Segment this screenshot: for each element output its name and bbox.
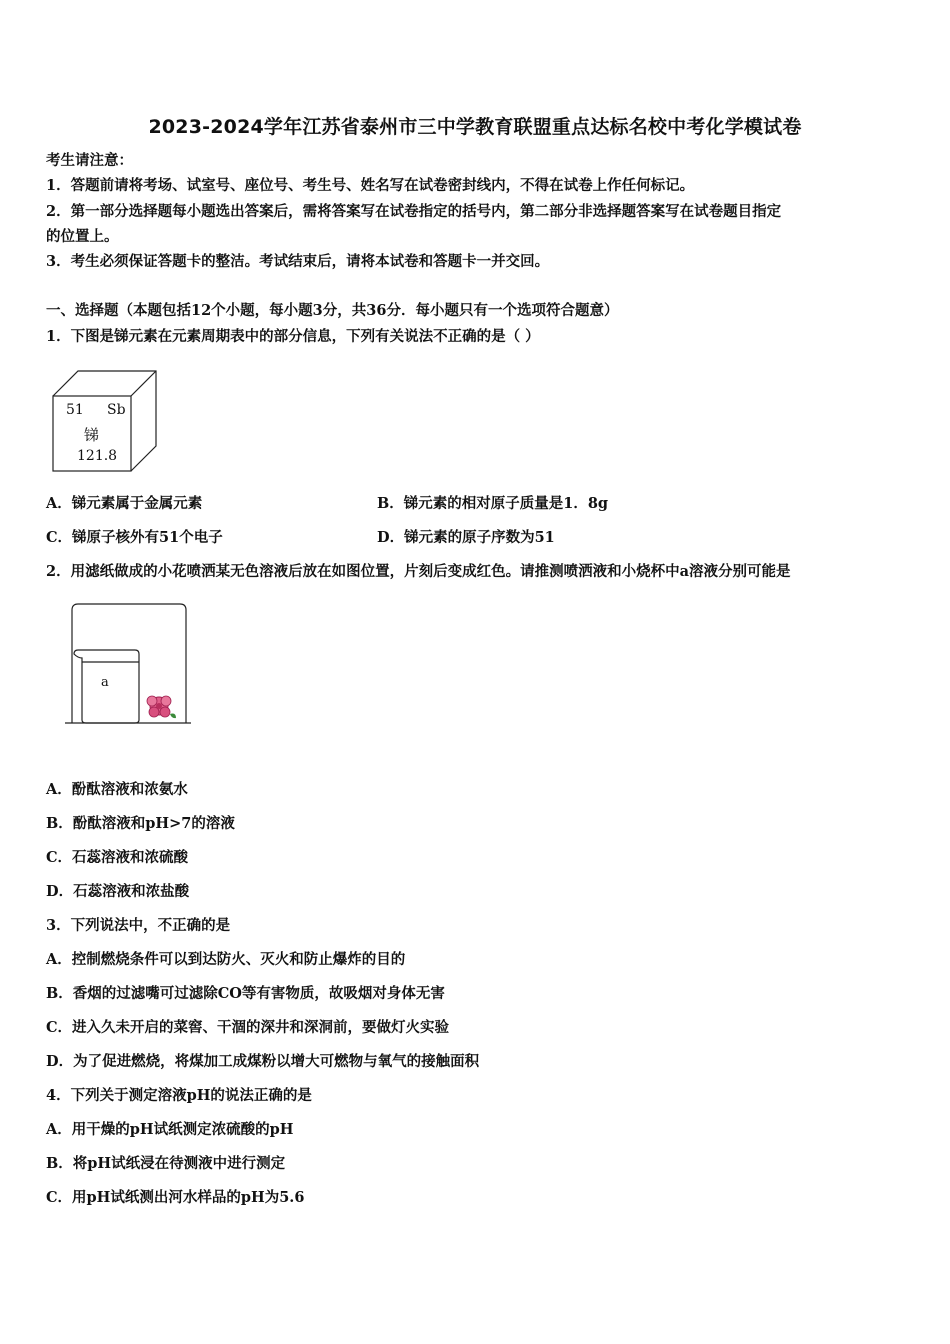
element-card-figure xyxy=(50,368,160,474)
notice-item-1: 1．答题前请将考场、试室号、座位号、考生号、姓名写在试卷密封线内，不得在试卷上作任何标记。 xyxy=(46,177,695,194)
q4-option-c[interactable]: C．用pH试纸测出河水样品的pH为5.6 xyxy=(46,1189,305,1206)
q1-option-b[interactable]: B．锑元素的相对原子质量是1．8g xyxy=(377,495,609,512)
q1-stem: 1．下图是锑元素在元素周期表中的部分信息，下列有关说法不正确的是（ ） xyxy=(46,328,540,345)
element-name: 锑 xyxy=(84,426,100,444)
q3-option-a[interactable]: A．控制燃烧条件可以到达防火、灭火和防止爆炸的目的 xyxy=(46,951,406,968)
notice-item-2-cont: 的位置上。 xyxy=(46,228,119,245)
q1-option-a[interactable]: A．锑元素属于金属元素 xyxy=(46,495,203,512)
q2-option-c[interactable]: C．石蕊溶液和浓硫酸 xyxy=(46,849,189,866)
q3-option-d[interactable]: D．为了促进燃烧，将煤加工成煤粉以增大可燃物与氧气的接触面积 xyxy=(46,1053,480,1070)
section-heading: 一、选择题（本题包括12个小题，每小题3分，共36分．每小题只有一个选项符合题意） xyxy=(46,302,619,319)
element-atomic-number: 51 xyxy=(66,402,84,418)
q3-option-b[interactable]: B．香烟的过滤嘴可过滤除CO等有害物质，故吸烟对身体无害 xyxy=(46,985,445,1002)
q3-stem: 3．下列说法中，不正确的是 xyxy=(46,917,231,934)
notice-item-3: 3．考生必须保证答题卡的整洁。考试结束后，请将本试卷和答题卡一并交回。 xyxy=(46,253,550,270)
notice-heading: 考生请注意： xyxy=(46,152,133,169)
q1-option-d[interactable]: D．锑元素的原子序数为51 xyxy=(377,529,555,546)
element-symbol: Sb xyxy=(107,402,126,418)
beaker-experiment-figure xyxy=(62,602,194,726)
q2-option-b[interactable]: B．酚酞溶液和pH>7的溶液 xyxy=(46,815,235,832)
q4-stem: 4．下列关于测定溶液pH的说法正确的是 xyxy=(46,1087,312,1104)
notice-item-2: 2．第一部分选择题每小题选出答案后，需将答案写在试卷指定的括号内，第二部分非选择题答案写在试卷题目指定 xyxy=(46,203,782,220)
beaker-label: a xyxy=(101,675,109,690)
q2-option-d[interactable]: D．石蕊溶液和浓盐酸 xyxy=(46,883,190,900)
q4-option-a[interactable]: A．用干燥的pH试纸测定浓硫酸的pH xyxy=(46,1121,294,1138)
q2-option-a[interactable]: A．酚酞溶液和浓氨水 xyxy=(46,781,188,798)
page-title: 2023-2024学年江苏省泰州市三中学教育联盟重点达标名校中考化学模试卷 xyxy=(148,116,802,138)
q3-option-c[interactable]: C．进入久未开启的菜窖、干涸的深井和深洞前，要做灯火实验 xyxy=(46,1019,450,1036)
q1-option-c[interactable]: C．锑原子核外有51个电子 xyxy=(46,529,223,546)
element-atomic-mass: 121.8 xyxy=(77,448,118,464)
q2-stem: 2．用滤纸做成的小花喷洒某无色溶液后放在如图位置，片刻后变成红色。请推测喷洒液和小烧杯中a溶液分别可能是 xyxy=(46,563,791,580)
q4-option-b[interactable]: B．将pH试纸浸在待测液中进行测定 xyxy=(46,1155,286,1172)
